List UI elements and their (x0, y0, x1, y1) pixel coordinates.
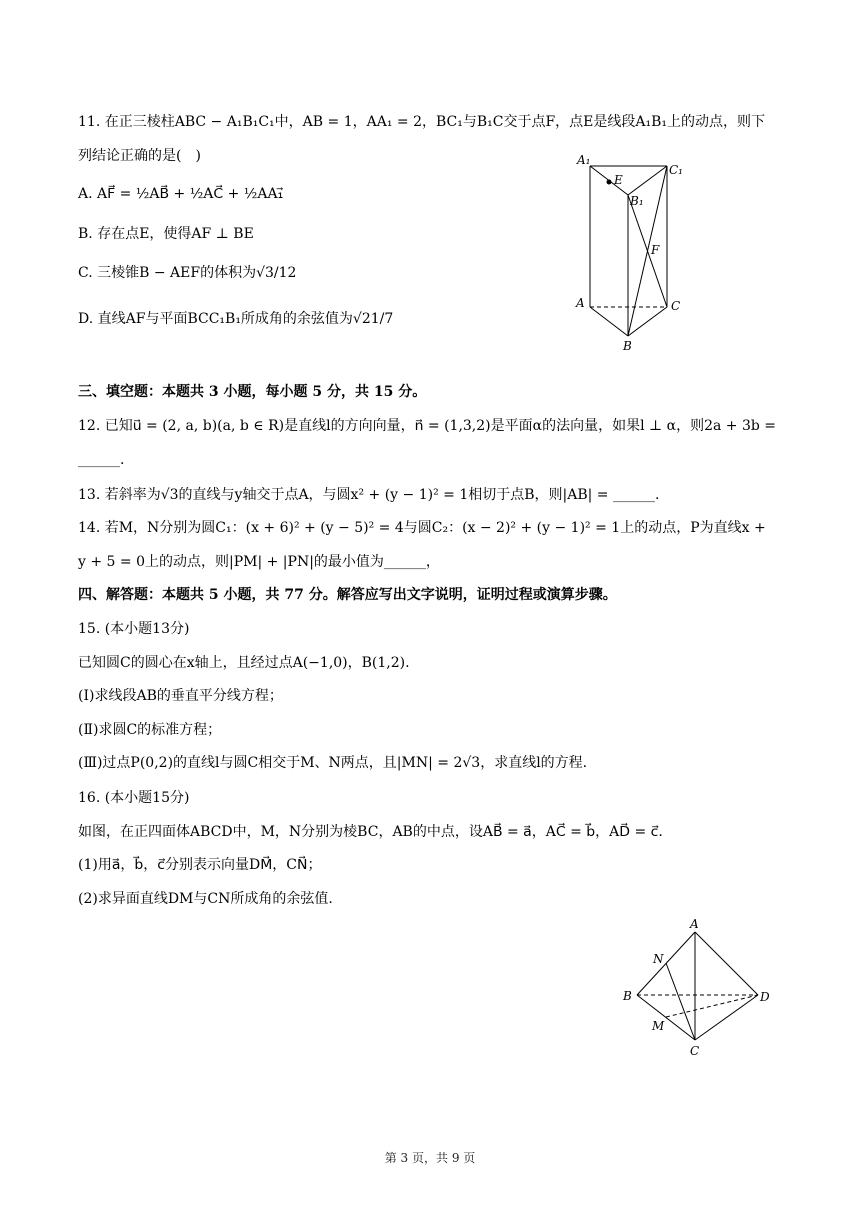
label-f: F (651, 243, 660, 257)
label-c1: C₁ (669, 163, 683, 177)
section-3-heading: 三、填空题：本题共 3 小题，每小题 5 分，共 15 分。 (78, 384, 427, 400)
q11-stem-line2: 列结论正确的是( ) (78, 148, 201, 164)
label-a: A (576, 296, 585, 310)
q13-line: 13. 若斜率为√3的直线与y轴交于点A，与圆x² + (y − 1)² = 1相切于点B，则|AB| = ______. (78, 487, 660, 503)
q11-option-d: D. 直线AF与平面BCC₁B₁所成角的余弦值为√21/7 (78, 311, 394, 327)
q16-part1: (1)用a⃗，b⃗，c⃗分别表示向量DM⃗，CN⃗； (78, 857, 322, 873)
q15-part1: (Ⅰ)求线段AB的垂直平分线方程； (78, 688, 283, 704)
label-a: A (690, 917, 699, 931)
q15-stem: 已知圆C的圆心在x轴上，且经过点A(−1,0)，B(1,2). (78, 655, 410, 671)
q14-line1: 14. 若M，N分别为圆C₁：(x + 6)² + (y − 5)² = 4与圆C₂：(x − 2)² + (y − 1)² = 1上的动点，P为直线x + (78, 520, 766, 536)
q12-line2: ______. (78, 452, 125, 468)
label-e: E (614, 173, 623, 187)
q15-part3: (Ⅲ)过点P(0,2)的直线l与圆C相交于M、N两点，且|MN| = 2√3，求直线l的方程. (78, 755, 588, 771)
label-c: C (690, 1044, 700, 1058)
q11-option-a: A. AF⃗ = ½AB⃗ + ½AC⃗ + ½AA₁⃗ (78, 186, 284, 202)
label-d: D (760, 990, 770, 1004)
label-n: N (653, 952, 664, 966)
label-c: C (671, 299, 681, 313)
label-b: B (623, 989, 632, 1003)
label-b1: B₁ (630, 194, 644, 208)
q11-stem-line1: 11. 在正三棱柱ABC − A₁B₁C₁中，AB = 1，AA₁ = 2，BC₁与B₁C交于点F，点E是线段A₁B₁上的动点，则下 (78, 114, 766, 130)
tetrahedron-figure (615, 912, 785, 1062)
label-b: B (623, 339, 632, 353)
section-4-heading: 四、解答题：本题共 5 小题，共 77 分。解答应写出文字说明，证明过程或演算步骤。 (78, 587, 617, 603)
q11-option-b: B. 存在点E，使得AF ⊥ BE (78, 226, 254, 242)
q12-line1: 12. 已知u⃗ = (2, a, b)(a, b ∈ R)是直线l的方向向量，n⃗ = (1,3,2)是平面α的法向量，如果l ⊥ α，则2a + 3b = (78, 418, 777, 434)
q14-line2: y + 5 = 0上的动点，则|PM| + |PN|的最小值为______， (78, 554, 440, 570)
page-footer: 第 3 页，共 9 页 (384, 1151, 476, 1165)
q16-stem: 如图，在正四面体ABCD中，M，N分别为棱BC，AB的中点，设AB⃗ = a⃗，AC⃗ = b⃗，AD⃗ = c⃗. (78, 824, 663, 840)
q16-heading: 16. (本小题15分) (78, 790, 190, 806)
q15-part2: (Ⅱ)求圆C的标准方程； (78, 722, 222, 738)
q11-option-c: C. 三棱锥B − AEF的体积为√3/12 (78, 265, 297, 281)
q15-heading: 15. (本小题13分) (78, 621, 190, 637)
q16-part2: (2)求异面直线DM与CN所成角的余弦值. (78, 891, 333, 907)
label-m: M (652, 1019, 665, 1033)
prism-figure (570, 150, 690, 355)
label-a1: A₁ (577, 153, 591, 167)
